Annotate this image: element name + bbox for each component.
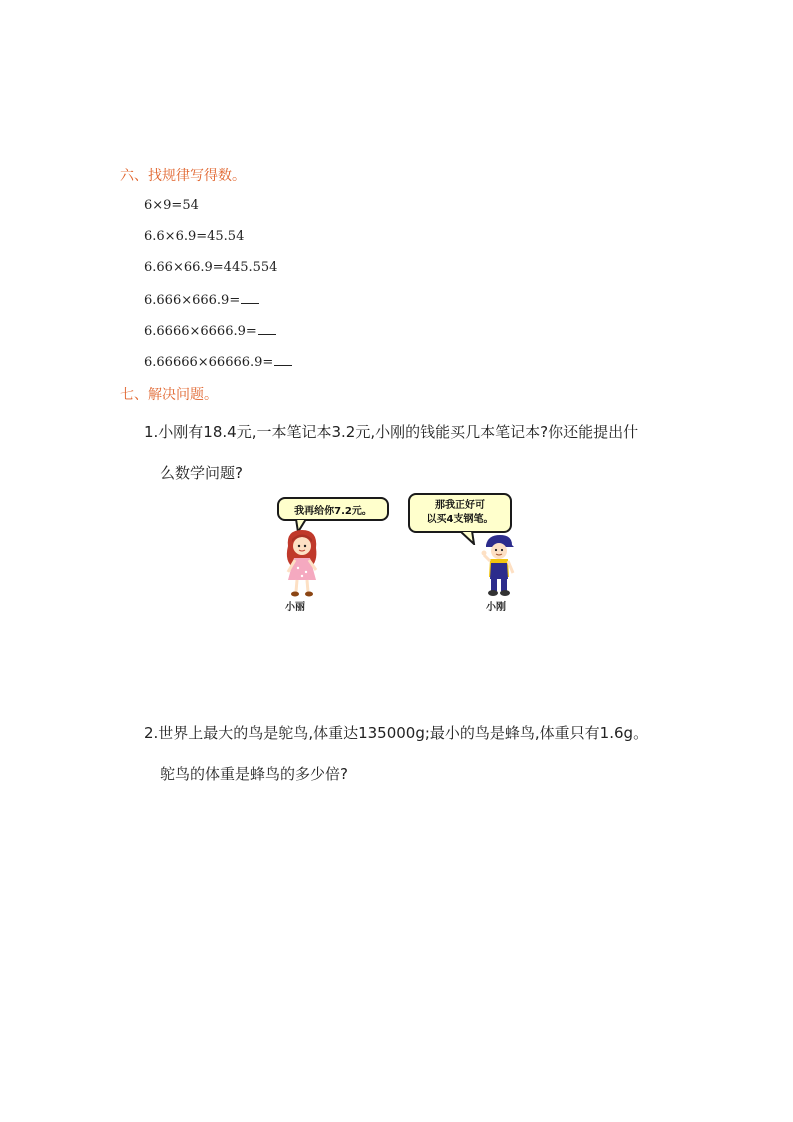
problem-1-line-2: 么数学问题? xyxy=(160,464,243,482)
pattern-line-4-text: 6.666×666.9= xyxy=(144,293,241,308)
pattern-line-5 xyxy=(144,322,276,339)
pattern-line-5-text: 6.6666×6666.9= xyxy=(144,324,257,339)
section-7-heading: 七、解决问题。 xyxy=(120,387,218,403)
boy-bubble-tail-icon xyxy=(458,531,476,545)
section-6-heading: 六、找规律写得数。 xyxy=(120,168,246,184)
pattern-line-4 xyxy=(144,291,259,308)
problem-1-line-1: 1.小刚有18.4元,一本笔记本3.2元,小刚的钱能买几本笔记本?你还能提出什 xyxy=(144,423,639,441)
answer-blank-1[interactable] xyxy=(241,291,259,304)
girl-figure-icon xyxy=(280,528,324,600)
problem-2-line-1: 2.世界上最大的鸟是鸵鸟,体重达135000g;最小的鸟是蜂鸟,体重只有1.6g。 xyxy=(144,724,649,742)
answer-blank-2[interactable] xyxy=(258,322,276,335)
boy-name-label: 小刚 xyxy=(486,602,506,613)
pattern-line-2: 6.6×6.9=45.54 xyxy=(144,229,245,244)
pattern-line-6-text: 6.66666×66666.9= xyxy=(144,355,274,370)
girl-speech-text: 我再给你7.2元。 xyxy=(294,505,372,517)
boy-figure-icon xyxy=(478,533,520,599)
pattern-line-1: 6×9=54 xyxy=(144,198,199,213)
boy-speech-text-1: 那我正好可 xyxy=(435,500,485,511)
boy-speech-text-2: 以买4支钢笔。 xyxy=(426,514,494,525)
answer-blank-3[interactable] xyxy=(274,353,292,366)
girl-speech-bubble xyxy=(277,497,389,521)
problem-2-line-2: 鸵鸟的体重是蜂鸟的多少倍? xyxy=(160,765,348,783)
boy-speech-bubble xyxy=(408,493,512,533)
girl-name-label: 小丽 xyxy=(285,602,305,613)
pattern-line-3: 6.66×66.9=445.554 xyxy=(144,260,278,275)
pattern-line-6 xyxy=(144,353,292,370)
